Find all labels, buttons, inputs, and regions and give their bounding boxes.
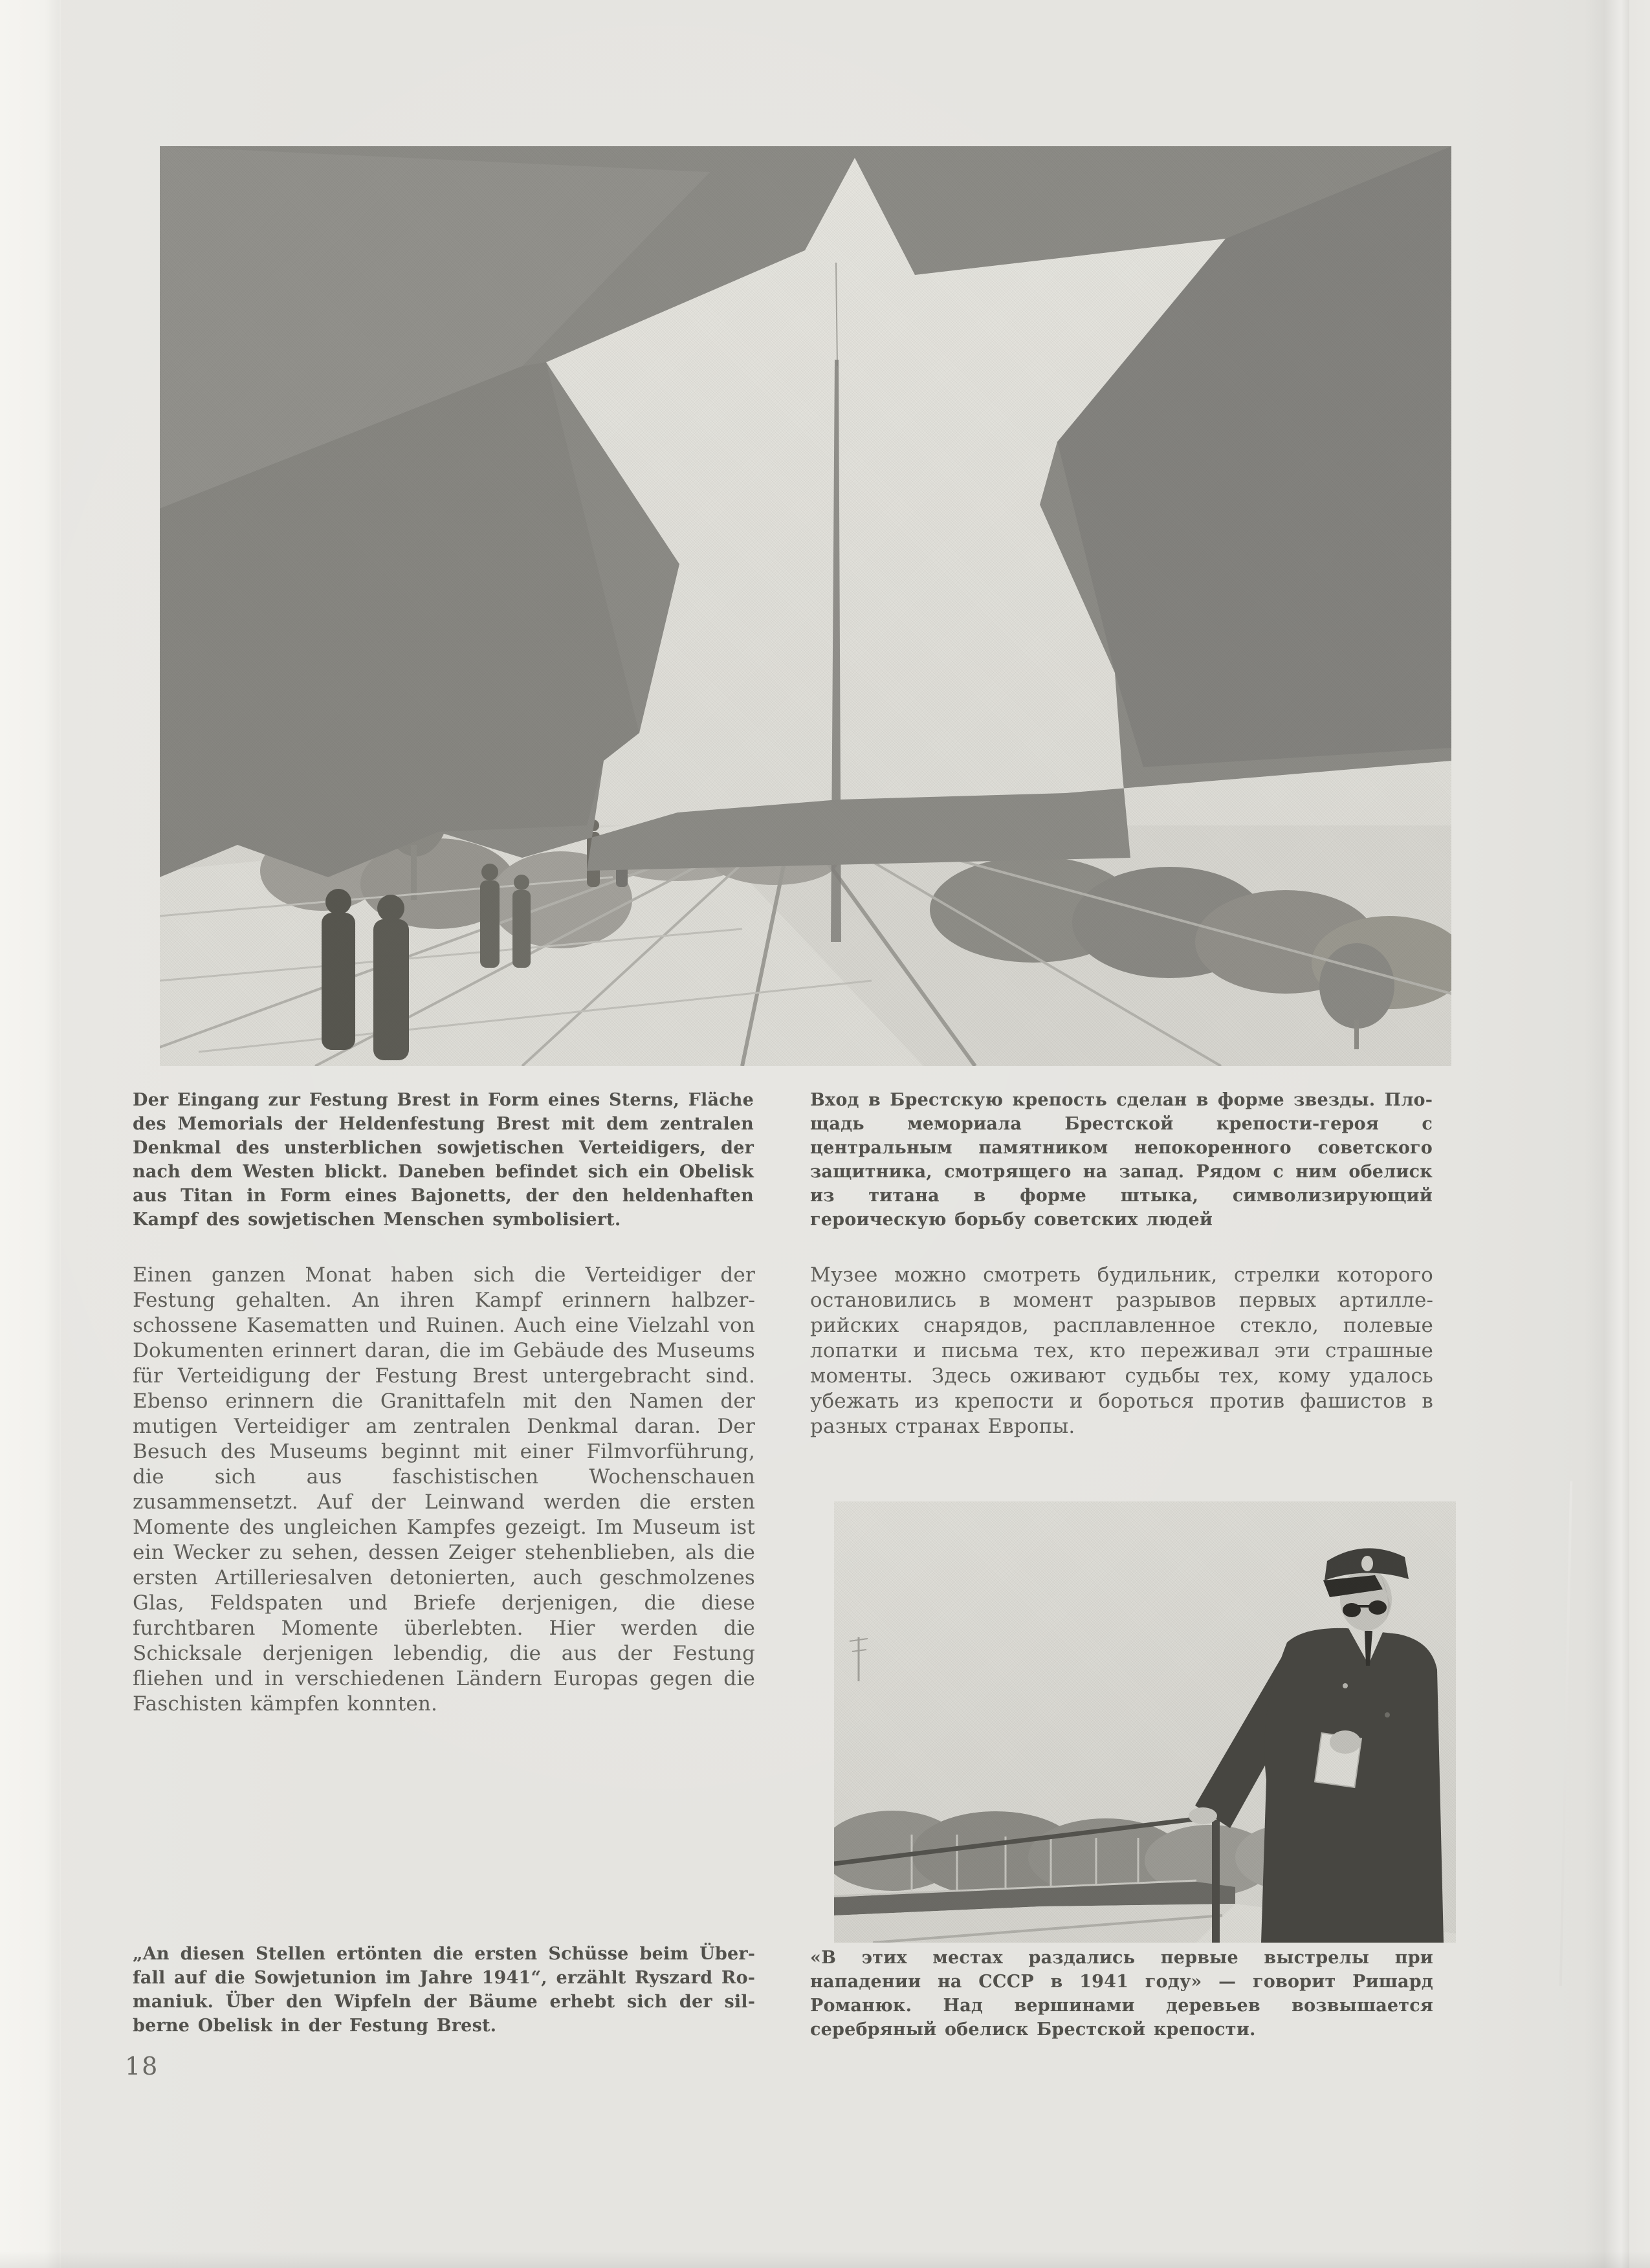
caption-bottom-russian: «В этих местах раздались первые выстрелы при нападении на СССР в 1941 году» — говорит Ришард Романюк. Над вершинами деревьев возвышается серебряный обелиск Брестской крепости. [810, 1948, 1433, 2040]
officer-illustration [834, 1501, 1456, 1943]
page-fold-shadow [1584, 0, 1629, 2268]
page-number: 18 [125, 2052, 159, 2080]
page-bottom-shadow [0, 2251, 1650, 2268]
hand [1189, 1807, 1217, 1824]
photo-star-entrance [160, 146, 1451, 1066]
article-body-german: Einen ganzen Monat haben sich die Verteidiger der Festung gehalten. An ihren Kampf erinnern halbzerschossene Kasematten und Ruinen. Auch eine Vielzahl von Dokumenten erinnert daran, die im Gebäude des Museums für Verteidigung der Festung Brest untergebracht sind. Ebenso erinnern die Granittafeln mit den Namen der mutigen Verteidiger am zentralen Denkmal daran. Der Besuch des Museums beginnt mit einer Filmvorführung, die sich aus faschistischen Wochenschauen zusammensetzt. Auf der Leinwand werden die ersten Momente des ungleichen Kampfes gezeigt. Im Museum ist ein Wecker zu sehen, dessen Zeiger stehenblieben, als die ersten Artilleriesalven detonierten, auch geschmolzenes Glas, Feldspaten und Briefe derjenigen, die diese furchtbaren Momente überlebten. Hier werden die Schicksale derjenigen lebendig, die aus der Festung fliehen und in verschiedenen Ländern Europas gegen die Faschisten kämpfen konnten. [133, 1263, 755, 1716]
paper-crease [1559, 1481, 1572, 1986]
photo-officer-romaniuk [834, 1501, 1456, 1943]
caption-top-german: Der Eingang zur Festung Brest in Form eines Sterns, Fläche des Memorials der Heldenfestung Brest mit dem zentralen Denkmal des unsterblichen sowjetischen Verteidigers, der nach dem Westen blickt. Daneben befindet sich ein Obelisk aus Titan in Form eines Bajonetts, der den heldenhaften Kampf des sowjetischen Menschen symbolisiert. [133, 1090, 754, 1230]
cap-badge [1361, 1556, 1373, 1571]
scan-edge-left [0, 0, 61, 2268]
caption-top-russian: Вход в Брестскую крепость сделан в форме звезды. Площадь мемориала Брестской крепости-героя с центральным памятником непокоренного советского защитника, смотрящего на запад. Рядом с ним обелиск из титана в форме штыка, символизирующий героическую борьбу советских людей [810, 1090, 1433, 1230]
fist [1330, 1730, 1361, 1754]
article-body-russian: Музее можно смотреть будильник, стрелки которого остановились в момент разрывов первых артиллерийских снарядов, расплавленное стекло, полевые лопатки и письма тех, кто переживал эти страшные моменты. Здесь оживают судьбы тех, кому удалось убежать из крепости и бороться против фашистов в разных странах Европы. [810, 1263, 1433, 1438]
star-entrance-illustration [160, 146, 1451, 1066]
caption-bottom-german: „An diesen Stellen ertönten die ersten Schüsse beim Überfall auf die Sowjetunion im Jahre 1941“, erzählt Ryszard Romaniuk. Über den Wipfeln der Bäume erhebt sich der silberne Obelisk in der Festung Brest. [133, 1944, 755, 2036]
